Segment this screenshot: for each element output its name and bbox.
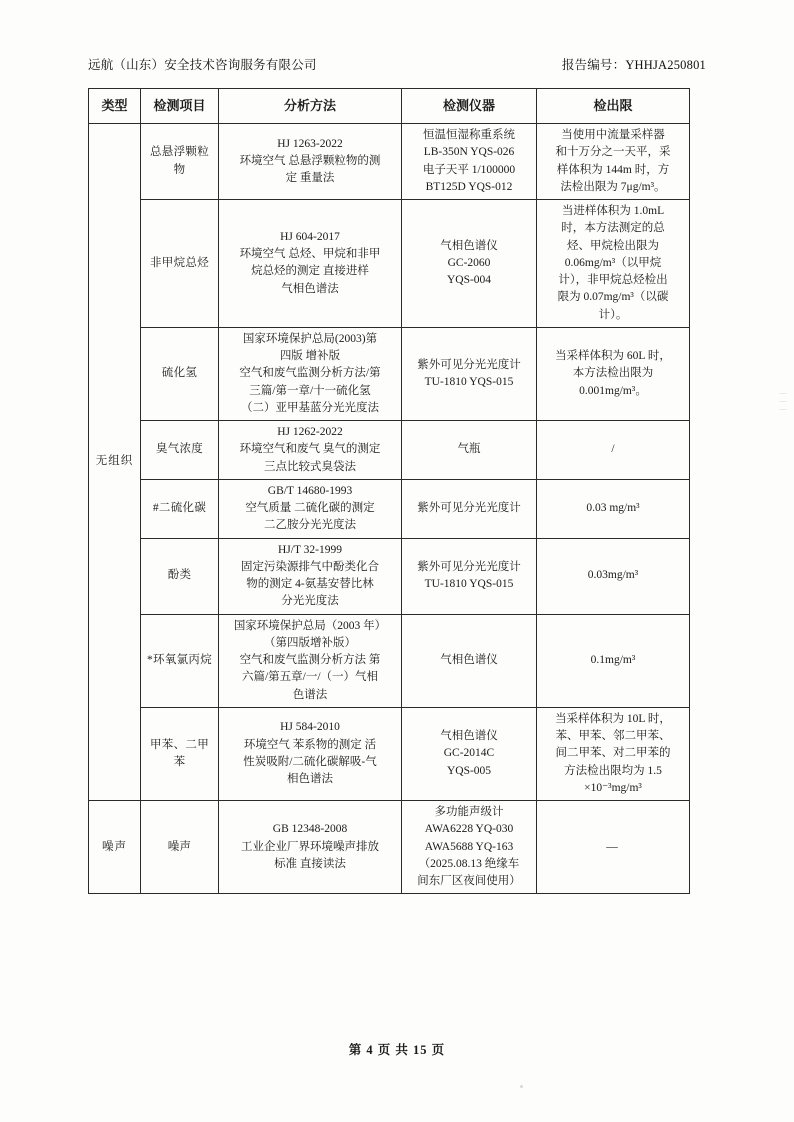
limit-cell: 当进样体积为 1.0mL 时，本方法测定的总 烃、甲烷检出限为 0.06mg/m³（以甲烷 计），非甲烷总烃检出 限为 0.07mg/m³（以碳 计）。 [537,200,690,328]
limit-cell: 0.03mg/m³ [537,538,690,614]
instrument-cell: 气相色谱仪 GC-2014C YQS-005 [402,707,537,800]
instrument-cell: 恒温恒湿称重系统 LB-350N YQS-026 电子天平 1/100000 BT125D YQS-012 [402,124,537,200]
table-row [89,421,690,480]
table-row [89,538,690,614]
limit-cell: 0.1mg/m³ [537,614,690,707]
column-header-limit: 检出限 [537,89,690,124]
method-cell: HJ 584-2010 环境空气 苯系物的测定 活 性炭吸附/二硫化碳解吸-气 相色谱法 [219,707,402,800]
item-name: #二硫化碳 [141,479,219,538]
column-header-instrument: 检测仪器 [402,89,537,124]
method-cell: HJ 1262-2022 环境空气和废气 臭气的测定 三点比较式臭袋法 [219,421,402,480]
instrument-cell: 紫外可见分光光度计 [402,479,537,538]
report-number: 报告编号：YHHJA250801 [561,58,706,72]
item-name: 硫化氢 [141,327,219,420]
column-header-type: 类型 [89,89,141,124]
column-header-item: 检测项目 [141,89,219,124]
company-name: 远航（山东）安全技术咨询服务有限公司 [88,58,317,72]
item-name: *环氧氯丙烷 [141,614,219,707]
table-row [89,801,690,894]
table-row [89,327,690,420]
item-name: 噪声 [141,801,219,894]
table-row [89,200,690,328]
method-cell: HJ/T 32-1999 固定污染源排气中酚类化合 物的测定 4-氨基安替比林 分光光度法 [219,538,402,614]
item-name: 总悬浮颗粒物 [141,124,219,200]
limit-cell: 当使用中流量采样器 和十万分之一天平，采 样体积为 144m 时，方 法检出限为 7μg/m³。 [537,124,690,200]
limit-cell: — [537,801,690,894]
method-cell: 国家环境保护总局(2003)第 四版 增补版 空气和废气监测分析方法/第 三篇/第一章/十一硫化氢 （二）亚甲基蓝分光光度法 [219,327,402,420]
item-name: 臭气浓度 [141,421,219,480]
table-row [89,707,690,800]
table-row [89,614,690,707]
instrument-cell: 气相色谱仪 GC-2060 YQS-004 [402,200,537,328]
instrument-cell: 多功能声级计 AWA6228 YQ-030 AWA5688 YQ-163 （2025.08.13 绝缘车 间东厂区夜间使用） [402,801,537,894]
document-header [88,55,706,73]
instrument-cell: 紫外可见分光光度计 TU-1810 YQS-015 [402,538,537,614]
instrument-cell: 气相色谱仪 [402,614,537,707]
category-unorganized: 无组织 [89,124,141,801]
table-header-row [89,89,690,124]
method-cell: HJ 1263-2022 环境空气 总悬浮颗粒物的测 定 重量法 [219,124,402,200]
category-noise: 噪声 [89,801,141,894]
table-row [89,479,690,538]
limit-cell: 当采样体积为 60L 时， 本方法检出限为 0.001mg/m³。 [537,327,690,420]
method-cell: HJ 604-2017 环境空气 总烃、甲烷和非甲 烷总烃的测定 直接进样 气相色谱法 [219,200,402,328]
scan-artifact-marks: ｜｜｜ [779,390,787,414]
item-name: 非甲烷总烃 [141,200,219,328]
limit-cell: 0.03 mg/m³ [537,479,690,538]
instrument-cell: 气瓶 [402,421,537,480]
scan-artifact-spot [520,1085,523,1088]
instrument-cell: 紫外可见分光光度计 TU-1810 YQS-015 [402,327,537,420]
detection-methods-table [88,88,690,894]
item-name: 甲苯、二甲苯 [141,707,219,800]
page-footer: 第 4 页 共 15 页 [348,1043,446,1057]
column-header-method: 分析方法 [219,89,402,124]
item-name: 酚类 [141,538,219,614]
method-cell: GB 12348-2008 工业企业厂界环境噪声排放 标准 直接读法 [219,801,402,894]
limit-cell: 当采样体积为 10L 时， 苯、甲苯、邻二甲苯、 间二甲苯、对二甲苯的 方法检出限均为 1.5 ×10⁻³mg/m³ [537,707,690,800]
limit-cell: / [537,421,690,480]
table-row [89,124,690,200]
method-cell: GB/T 14680-1993 空气质量 二硫化碳的测定 二乙胺分光光度法 [219,479,402,538]
method-cell: 国家环境保护总局（2003 年） （第四版增补版） 空气和废气监测分析方法 第 六篇/第五章/一/（一）气相 色谱法 [219,614,402,707]
